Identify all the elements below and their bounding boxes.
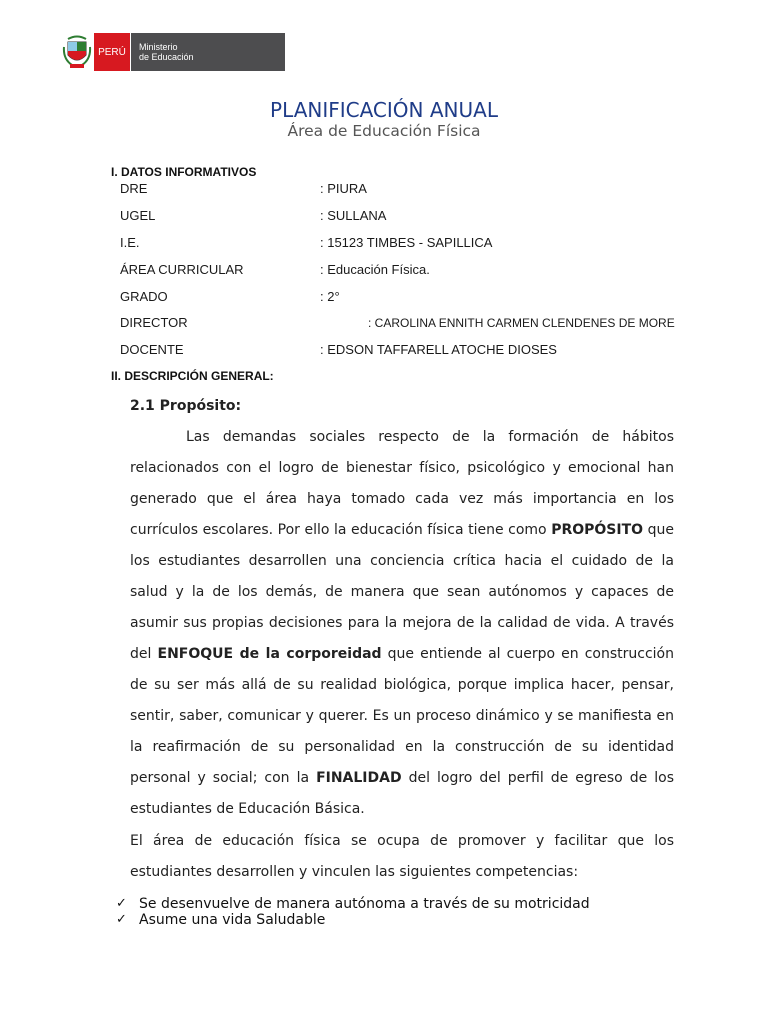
keyword-finalidad: FINALIDAD xyxy=(316,770,402,786)
list-item xyxy=(116,912,590,928)
paragraph-text: que los estudiantes desarrollen una conciencia crítica hacia el cuidado de la salud y la de los demás, de manera que sean autónomos y capaces de asumir sus propias decisiones para la mejora de la calidad de vida. A través del xyxy=(130,522,674,662)
document-title: PLANIFICACIÓN ANUAL xyxy=(270,98,498,122)
info-value-ugel: : SULLANA xyxy=(320,208,387,223)
list-item xyxy=(116,896,590,912)
info-label-grado: GRADO xyxy=(120,289,168,304)
section-heading-datos: I. DATOS INFORMATIVOS xyxy=(111,165,257,179)
ministry-logo xyxy=(60,33,285,71)
ministry-line-2: de Educación xyxy=(139,52,194,62)
list-item-text: Se desenvuelve de manera autónoma a través de su motricidad xyxy=(139,896,590,912)
paragraph-competencias: El área de educación física se ocupa de promover y facilitar que los estudiantes desarrollen y vinculen las siguientes competencias: xyxy=(130,833,674,880)
info-label-area: ÁREA CURRICULAR xyxy=(120,262,244,277)
list-item-text: Asume una vida Saludable xyxy=(139,912,326,928)
coat-of-arms-icon xyxy=(60,33,94,71)
paragraph-text: del logro del perfil de egreso de los estudiantes de Educación Básica. xyxy=(130,770,674,817)
subsection-heading-proposito: 2.1 Propósito: xyxy=(130,398,242,414)
ministry-line-1: Ministerio xyxy=(139,42,178,52)
checkmark-icon: ✓ xyxy=(116,912,127,927)
document-subtitle: Área de Educación Física xyxy=(287,122,481,140)
paragraph-text: Las demandas sociales respecto de la formación de hábitos relacionados con el logro de bienestar físico, psicológico y emocional han generado que el área haya tomado cada vez más importancia en los currículos escolares. Por ello la educación física tiene como xyxy=(130,429,674,538)
info-label-ie: I.E. xyxy=(120,235,140,250)
paragraph-proposito xyxy=(130,422,674,825)
info-value-area: : Educación Física. xyxy=(320,262,430,277)
info-label-ugel: UGEL xyxy=(120,208,156,223)
peru-label: PERÚ xyxy=(94,33,130,71)
keyword-enfoque: ENFOQUE de la corporeidad xyxy=(157,646,382,662)
info-label-docente: DOCENTE xyxy=(120,342,184,357)
info-value-dre: : PIURA xyxy=(320,181,367,196)
competencies-list xyxy=(116,896,590,928)
info-label-dre: DRE xyxy=(120,181,148,196)
info-value-director: : CAROLINA ENNITH CARMEN CLENDENES DE MORE xyxy=(368,316,675,330)
section-heading-descripcion: II. DESCRIPCIÓN GENERAL: xyxy=(111,369,274,383)
ministry-label xyxy=(131,33,285,71)
info-value-ie: : 15123 TIMBES - SAPILLICA xyxy=(320,235,493,250)
checkmark-icon: ✓ xyxy=(116,896,127,911)
info-value-docente: : EDSON TAFFARELL ATOCHE DIOSES xyxy=(320,342,557,357)
keyword-proposito: PROPÓSITO xyxy=(551,522,644,538)
info-label-director: DIRECTOR xyxy=(120,315,188,330)
paragraph-text: que entiende al cuerpo en construcción de su ser más allá de su realidad biológica, porque implica hacer, pensar, sentir, saber, comunicar y querer. Es un proceso dinámico y se manifiesta en la reafirmación de su personalidad en la construcción de su identidad personal y social; con la xyxy=(130,646,674,786)
info-value-grado: : 2° xyxy=(320,289,340,304)
